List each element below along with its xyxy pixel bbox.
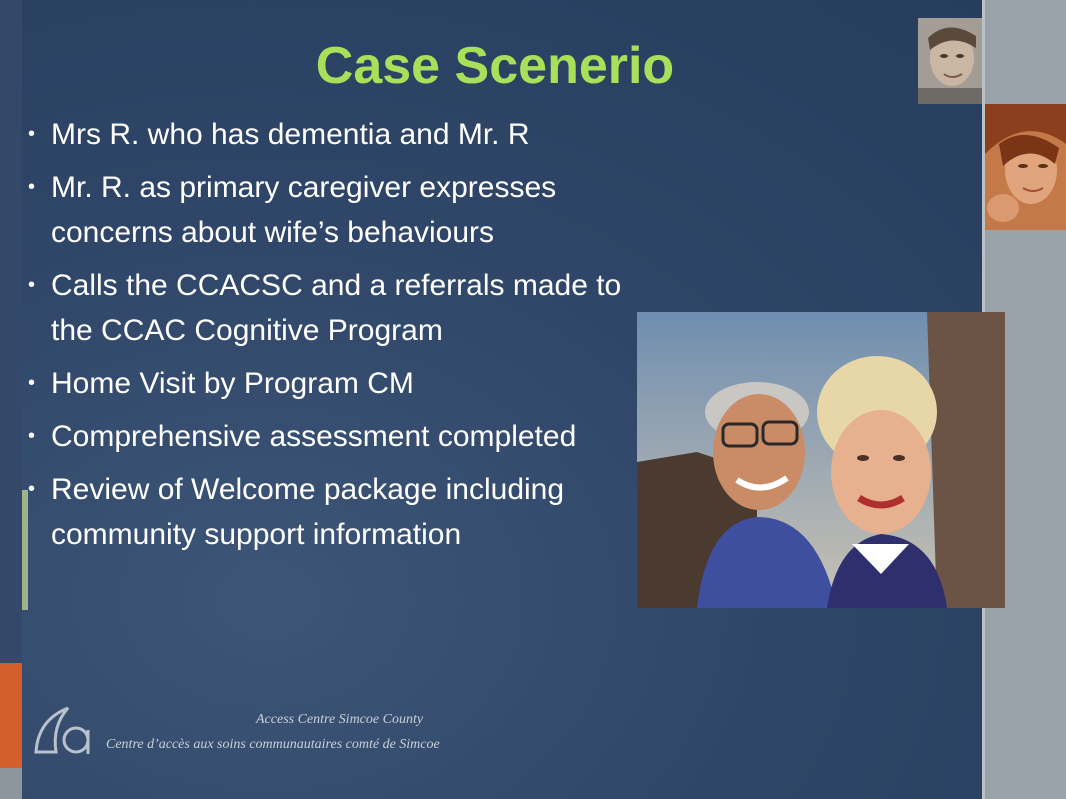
bullet-item xyxy=(28,467,628,557)
bullet-list xyxy=(28,112,628,565)
bullet-dot: • xyxy=(28,176,36,198)
left-grey-accent xyxy=(0,768,22,799)
bullet-dot: • xyxy=(28,425,36,447)
bullet-text: Mrs R. who has dementia and Mr. R xyxy=(51,118,530,151)
ccac-logo xyxy=(28,700,98,760)
bullet-dot: • xyxy=(28,123,36,145)
footer-org-name-en: Access Centre Simcoe County xyxy=(256,712,424,727)
bullet-text: Mr. R. as primary caregiver expresses concerns about wife’s behaviours xyxy=(51,171,557,249)
bullet-dot: • xyxy=(28,478,36,500)
woman-portrait-photo xyxy=(985,104,1066,230)
footer-org-name-fr: Centre d’accès aux soins communautaires comté de Simcoe xyxy=(106,737,440,752)
bullet-text: Home Visit by Program CM xyxy=(51,367,414,400)
bullet-text: Calls the CCACSC and a referrals made to the CCAC Cognitive Program xyxy=(51,269,622,347)
elderly-couple-photo xyxy=(637,312,1005,608)
footer-branding xyxy=(28,700,498,760)
bullet-text: Review of Welcome package including community support information xyxy=(51,473,565,551)
bullet-item xyxy=(28,263,628,353)
slide-title: Case Scenerio xyxy=(315,37,675,95)
bullet-item xyxy=(28,361,628,406)
bullet-dot: • xyxy=(28,274,36,296)
bullet-item xyxy=(28,112,628,157)
bullet-dot: • xyxy=(28,372,36,394)
left-orange-accent xyxy=(0,663,22,768)
bullet-text: Comprehensive assessment completed xyxy=(51,420,577,453)
bullet-item xyxy=(28,165,628,255)
bullet-item xyxy=(28,414,628,459)
